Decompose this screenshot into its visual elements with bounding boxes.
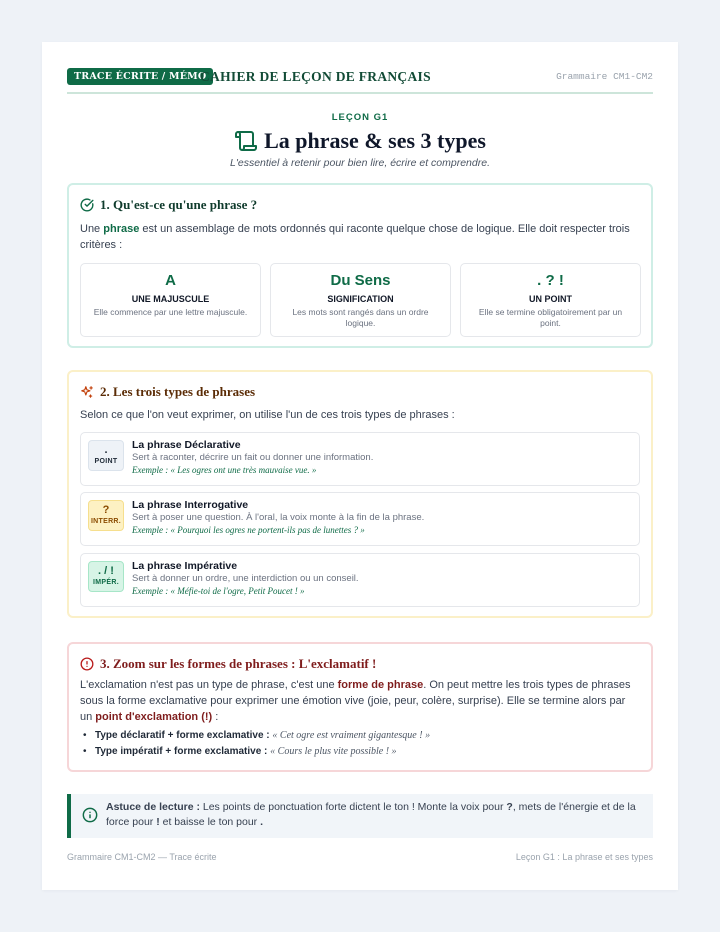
criterion-label: SIGNIFICATION — [327, 294, 394, 304]
document-header — [67, 68, 653, 94]
type-example: Exemple : « Méfie-toi de l'ogre, Petit Poucet ! » — [132, 586, 305, 596]
type-name: La phrase Interrogative — [132, 499, 249, 511]
section-title: 1. Qu'est-ce qu'une phrase ? — [100, 197, 258, 212]
criterion-label: UN POINT — [528, 294, 572, 304]
lesson-title-row — [67, 128, 653, 158]
scroll-icon — [234, 129, 258, 153]
alert-circle-icon — [80, 657, 94, 671]
type-example: Exemple : « Pourquoi les ogres ne portent-ils pas de lunettes ? » — [132, 525, 365, 535]
lesson-code: LEÇON G1 — [331, 112, 389, 123]
criterion-desc: Elle se termine obligatoirement par un point. — [478, 307, 623, 328]
check-circle-icon — [80, 198, 94, 212]
definition-text: Une phrase est un assemblage de mots ordonnés qui raconte quelque chose de logique. Elle doit respecter trois critères : — [80, 223, 630, 251]
criterion-desc: Les mots sont rangés dans un ordre logique. — [292, 307, 429, 328]
exclamation-badge-icon: . / ! IMPÉR. — [88, 561, 124, 592]
criterion-symbol: . ? ! — [537, 272, 564, 289]
question-badge-icon: ? INTERR. — [88, 500, 124, 531]
lesson-subtitle: L'essentiel à retenir pour bien lire, écrire et comprendre. — [230, 157, 490, 169]
criterion-card — [80, 263, 261, 337]
footer-right: Leçon G1 : La phrase et ses types — [515, 852, 653, 862]
type-desc: Sert à poser une question. À l'oral, la voix monte à la fin de la phrase. — [132, 512, 425, 523]
section-title: 3. Zoom sur les formes de phrases : L'exclamatif ! — [100, 656, 377, 671]
lesson-sheet — [42, 42, 678, 890]
info-icon — [82, 807, 98, 823]
criterion-symbol: A — [165, 272, 176, 289]
list-item: • Type impératif + forme exclamative : « Cours le plus vite possible ! » — [95, 746, 397, 757]
criterion-card — [270, 263, 451, 337]
type-example: Exemple : « Les ogres ont une très mauvaise vue. » — [132, 465, 317, 475]
list-item: • Type déclaratif + forme exclamative : « Cet ogre est vraiment gigantesque ! » — [95, 730, 430, 741]
type-desc: Sert à raconter, décrire un fait ou donner une information. — [132, 452, 374, 463]
type-name: La phrase Déclarative — [132, 439, 241, 451]
type-card-interrogative — [80, 492, 640, 546]
section-title: 2. Les trois types de phrases — [100, 384, 256, 399]
types-intro: Selon ce que l'on veut exprimer, on utilise l'un de ces trois types de phrases : — [80, 409, 455, 421]
reading-tip — [67, 794, 653, 838]
period-badge-icon: . POINT — [88, 440, 124, 471]
section-definition — [67, 183, 653, 348]
section-exclamative — [67, 642, 653, 772]
footer-left: Grammaire CM1-CM2 — Trace écrite — [67, 852, 217, 862]
type-name: La phrase Impérative — [132, 560, 238, 572]
criterion-card — [460, 263, 641, 337]
grade-level: Grammaire CM1-CM2 — [556, 71, 653, 82]
section-types — [67, 370, 653, 618]
criterion-desc: Elle commence par une lettre majuscule. — [93, 307, 248, 317]
page-title: La phrase & ses 3 types — [264, 128, 486, 153]
memo-badge: TRACE ÉCRITE / MÉMO — [67, 68, 213, 85]
notebook-title: CAHIER DE LEÇON DE FRANÇAIS — [200, 69, 431, 84]
criterion-symbol: Du Sens — [330, 272, 391, 289]
tip-text: Astuce de lecture : Les points de ponctuation forte dictent le ton ! Monte la voix pour ?, mets de l'énergie et de la force pour ! et baisse le ton pour . — [106, 801, 636, 828]
criterion-label: UNE MAJUSCULE — [131, 294, 210, 304]
type-card-declarative — [80, 432, 640, 486]
type-desc: Sert à donner un ordre, une interdiction ou un conseil. — [132, 573, 359, 584]
type-card-imperative — [80, 553, 640, 607]
sparkles-icon — [80, 385, 94, 399]
exclamative-text: L'exclamation n'est pas un type de phrase, c'est une forme de phrase. On peut mettre les trois types de phrases sous la forme exclamative pour exprimer une émotion vive (joie, peur, colère, surprise). Elle se termine alors par un point d'exclamation (!) : — [80, 679, 631, 723]
